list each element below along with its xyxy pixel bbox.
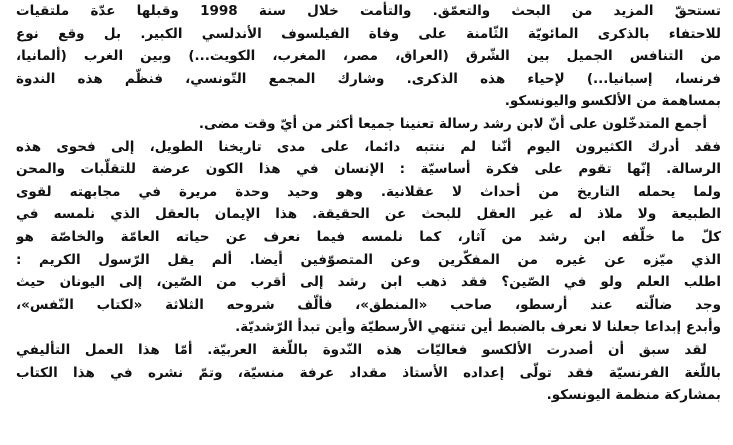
paragraph-3 — [16, 339, 721, 407]
text-line: لقد سبق أن أصدرت الألكسو فعاليّات هذه النّدوة باللّغة العربيّة. أمّا هذا العمل التأليفي — [16, 341, 707, 358]
paragraph-1 — [16, 0, 721, 113]
text-line: بمشاركة منظمة اليونسكو. — [546, 387, 721, 404]
text-line: أجمع المتدخّلون على أنّ لابن رشد رسالة تعنينا جميعا أكثر من أيّ وقت مضى. — [198, 115, 707, 132]
text-line: فرنسا، إسبانيا...) لإحياء هذه الذكرى. وشارك المجمع التّونسي، فنظّم هذه الندوة — [16, 70, 721, 87]
text-line: كلّ ما خلّفه ابن رشد من آثار، كما نلمسه فيما نعرف عن حياته العامّة والخاصّة هو — [16, 228, 721, 245]
text-line: اطلب العلم ولو في الصّين؟ فقد ذهب ابن رشد إلى أقرب من الصّين، إلى اليونان حيث — [16, 274, 721, 291]
text-line: تستحقّ المزيد من البحث والتعمّق. والتأمت خلال سنة 1998 وقبلها عدّة ملتقيات — [16, 3, 721, 19]
paragraph-2 — [16, 113, 721, 339]
text-line: وأبدع إبداعا جعلنا لا نعرف بالضبط أين تنتهي الأرسطيّة وأين تبدأ الرّشديّة. — [235, 319, 721, 336]
text-line: للاحتفاء بالذكرى المائويّة الثّامنة على وفاة الفيلسوف الأندلسي الكبير. بل وقع نوع — [16, 25, 721, 42]
text-line: فقد أدرك الكثيرون اليوم أنّنا لم ننتبه دائما، على مدى تاريخنا الطويل، إلى فحوى هذه — [16, 138, 721, 155]
text-line: الطبيعة ولا ملاذ له غير العقل للبحث عن الحقيقة. هذا الإيمان بالعقل الذي نلمسه في — [16, 206, 721, 223]
text-line: بمساهمة من الألكسو واليونسكو. — [504, 93, 721, 110]
text-line: من التنافس الجميل بين الشّرق (العراق، مصر، المغرب، الكويت...) وبين الغرب (ألمانيا، — [16, 48, 721, 65]
text-line: وجد ضالّته عند أرسطو، صاحب «المنطق»، فألّف شروحه الثلاثة «لكتاب النّفس»، — [16, 296, 721, 313]
text-line: الذي ميّزه عن غيره من المفكّرين وعن المتصوّفين أيضا. ألم يقل الرّسول الكريم : — [16, 251, 721, 268]
text-line: الرسالة. إنّها تقوم على فكرة أساسيّة : الإنسان في هذا الكون عرضة للتقلّبات والمحن — [16, 161, 721, 178]
text-line: باللّغة الفرنسيّة فقد تولّى إعداده الأستاذ مقداد عرفة منسيّة، وتمّ نشره في هذا الكتاب — [16, 364, 721, 381]
text-line: ولما يحمله التاريخ من أحداث لا عقلانية. وهو وحيد وحدة مريرة في مجابهته لقوى — [16, 183, 721, 200]
